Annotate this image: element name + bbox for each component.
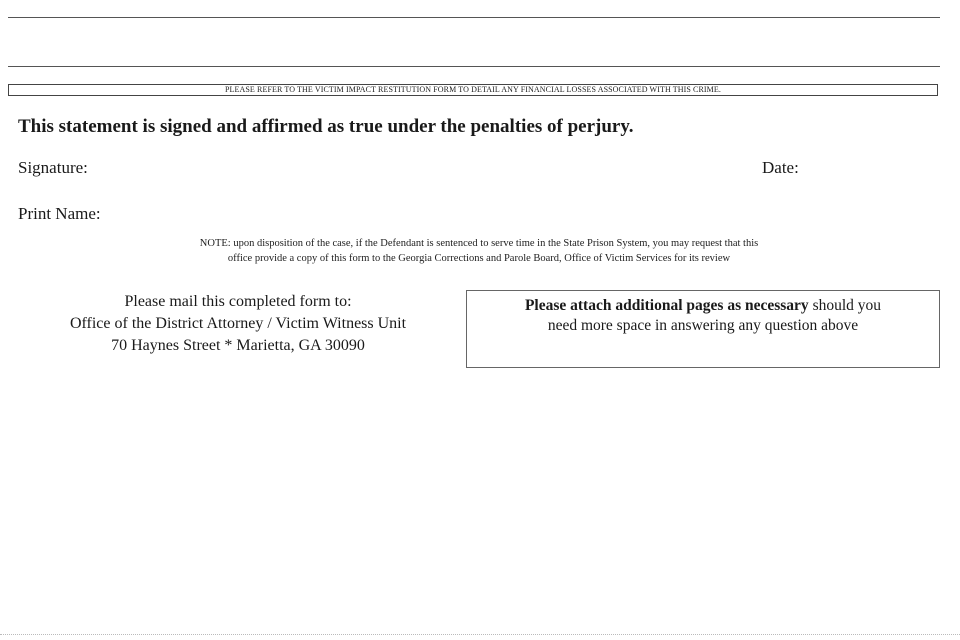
attach-bold-text: Please attach additional pages as necessary bbox=[524, 297, 809, 314]
attach-rest-text: should you bbox=[808, 297, 882, 314]
attach-line-1 bbox=[467, 296, 939, 316]
page-bottom-edge bbox=[0, 634, 960, 635]
answer-line-2 bbox=[8, 66, 940, 67]
mail-line-1: Please mail this completed form to: bbox=[124, 293, 352, 310]
answer-line-1 bbox=[8, 17, 940, 18]
print-name-label: Print Name: bbox=[18, 204, 101, 223]
attach-line-2: need more space in answering any question above bbox=[547, 317, 859, 334]
note-line-1: NOTE: upon disposition of the case, if the Defendant is sentenced to serve time in the State Prison System, you may request that this bbox=[199, 238, 759, 249]
restitution-notice: PLEASE REFER TO THE VICTIM IMPACT RESTITUTION FORM TO DETAIL ANY FINANCIAL LOSSES ASSOCIATED WITH THIS CRIME. bbox=[8, 84, 938, 96]
note-line-2: office provide a copy of this form to the Georgia Corrections and Parole Board, Office of Victim Services for its review bbox=[227, 253, 731, 264]
mailing-instructions bbox=[14, 291, 462, 357]
signature-label: Signature: bbox=[18, 158, 88, 177]
date-label: Date: bbox=[762, 158, 799, 177]
mail-line-2: Office of the District Attorney / Victim Witness Unit bbox=[69, 315, 407, 332]
attach-pages-notice bbox=[466, 290, 940, 368]
disposition-note bbox=[14, 236, 944, 266]
mail-address: 70 Haynes Street * Marietta, GA 30090 bbox=[111, 337, 365, 354]
perjury-statement: This statement is signed and affirmed as true under the penalties of perjury. bbox=[18, 116, 634, 137]
